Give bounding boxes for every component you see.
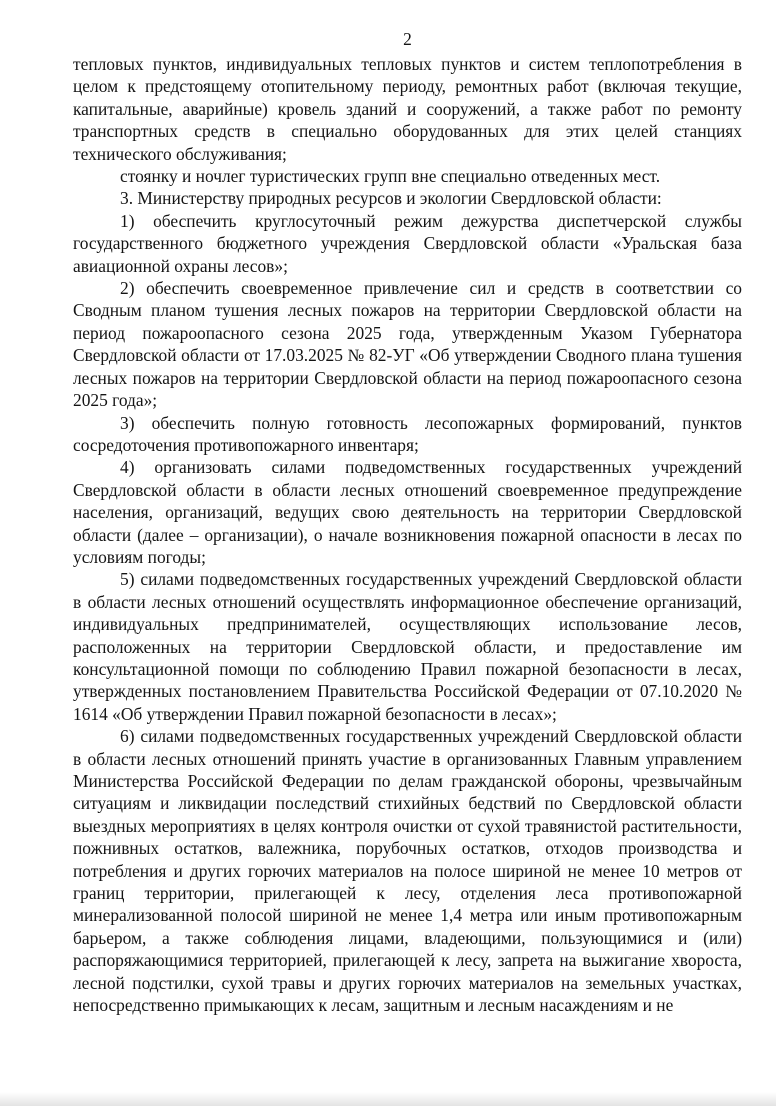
paragraph-tourist-groups: стоянку и ночлег туристических групп вне специально отведенных мест.: [120, 166, 661, 187]
paragraph-ministry-heading: 3. Министерству природных ресурсов и экологии Свердловской области:: [120, 188, 662, 209]
paragraph-item-4: 4) организовать силами подведомственных государственных учреждений Свердловской области в области лесных отношений своевременное предупреждение населения, организаций, ведущих свою деятельность на территории Свердловской области (далее – организации), о начале возникновения пожарной опасности в лесах по условиям погоды;: [73, 457, 742, 567]
paragraph-item-2: 2) обеспечить своевременное привлечение сил и средств в соответствии со Сводным планом тушения лесных пожаров на территории Свердловской области на период пожароопасного сезона 2025 года, утвержденным Указом Губернатора Свердловской области от 17.03.2025 № 82-УГ «Об утверждении Сводного плана тушения лесных пожаров на территории Свердловской области на период пожароопасного сезона 2025 года»;: [73, 278, 742, 411]
page-number: 2: [403, 29, 412, 49]
paragraph-item-6: 6) силами подведомственных государственных учреждений Свердловской области в области лесных отношений принять участие в организованных Главным управлением Министерства Российской Федерации по делам гражданской обороны, чрезвычайным ситуациям и ликвидации последствий стихийных бедствий по Свердловской области выездных мероприятиях в целях контроля очистки от сухой травянистой растительности, пожнивных остатков, валежника, порубочных остатков, отходов производства и потребления и других горючих материалов на полосе шириной не менее 10 метров от границ территории, прилегающей к лесу, отделения леса противопожарной минерализованной полосой шириной не менее 1,4 метра или иным противопожарным барьером, а также соблюдения лицами, владеющими, пользующимися и (или) распоряжающимися территорией, прилегающей к лесу, запрета на выжигание хвороста, лесной подстилки, сухой травы и других горючих материалов на земельных участках, непосредственно примыкающих к лесам, защитным и лесным насаждениям и не: [73, 726, 742, 1016]
paragraph-item-1: 1) обеспечить круглосуточный режим дежурства диспетчерской службы государственного бюджетного учреждения Свердловской области «Уральская база авиационной охраны лесов»;: [73, 210, 742, 276]
document-body: [73, 53, 742, 1016]
page-edge-shadow: [0, 1092, 776, 1106]
paragraph-item-5: 5) силами подведомственных государственных учреждений Свердловской области в области лесных отношений осуществлять информационное обеспечение организаций, индивидуальных предпринимателей, осуществляющих использование лесов, расположенных на территории Свердловской области, и предоставление им консультационной помощи по соблюдению Правил пожарной безопасности в лесах, утвержденных постановлением Правительства Российской Федерации от 07.10.2020 № 1614 «Об утверждении Правил пожарной безопасности в лесах»;: [73, 569, 742, 724]
paragraph-item-3: 3) обеспечить полную готовность лесопожарных формирований, пунктов сосредоточения противопожарного инвентаря;: [73, 412, 742, 455]
paragraph-continuation-heating-points: тепловых пунктов, индивидуальных тепловых пунктов и систем теплопотребления в целом к предстоящему отопительному периоду, ремонтных работ (включая текущие, капитальные, аварийные) кровель зданий и сооружений, а также работ по ремонту транспортных средств в специально оборудованных для этих целей станциях технического обслуживания;: [73, 54, 742, 164]
